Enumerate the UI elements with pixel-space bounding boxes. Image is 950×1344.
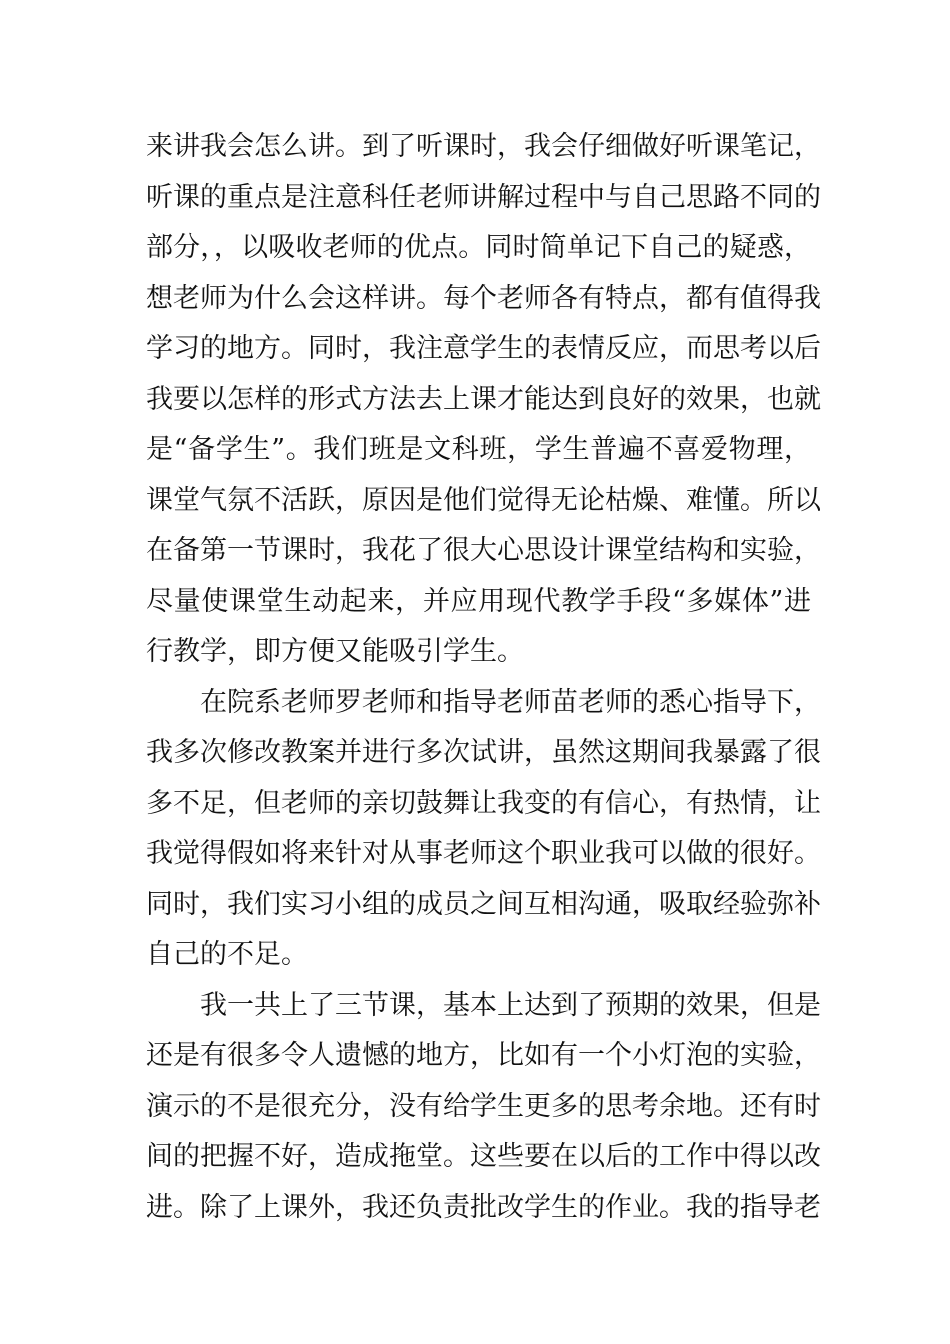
text-line: 课堂气氛不活跃，原因是他们觉得无论枯燥、难懂。所以	[146, 484, 821, 516]
text-line: 同时，我们实习小组的成员之间互相沟通，吸取经验弥补	[146, 888, 821, 920]
text-line: 来讲我会怎么讲。到了听课时，我会仔细做好听课笔记，	[146, 131, 821, 162]
text-line: 行教学，即方便又能吸引学生。	[146, 636, 524, 667]
text-line: 我多次修改教案并进行多次试讲，虽然这期间我暴露了很	[146, 737, 821, 768]
text-line: 想老师为什么会这样讲。每个老师各有特点，都有值得我	[146, 282, 821, 314]
text-line: 在备第一节课时，我花了很大心思设计课堂结构和实验，	[146, 535, 821, 566]
text-line: 我要以怎样的形式方法去上课才能达到良好的效果，也就	[146, 383, 821, 415]
text-line: 听课的重点是注意科任老师讲解过程中与自己思路不同的	[146, 181, 821, 213]
paragraph-first-line: 在院系老师罗老师和指导老师苗老师的悉心指导下，	[200, 686, 821, 718]
text-line: 是“备学生”。我们班是文科班，学生普遍不喜爱物理，	[146, 434, 811, 465]
text-line: 部分，，以吸收老师的优点。同时简单记下自己的疑惑，	[146, 232, 811, 263]
text-line: 学习的地方。同时，我注意学生的表情反应，而思考以后	[146, 333, 821, 364]
text-line: 尽量使课堂生动起来，并应用现代教学手段“多媒体”进	[146, 585, 811, 617]
text-line: 进。除了上课外，我还负责批改学生的作业。我的指导老	[146, 1191, 821, 1223]
text-line: 我觉得假如将来针对从事老师这个职业我可以做的很好。	[146, 838, 821, 869]
text-line: 多不足，但老师的亲切鼓舞让我变的有信心，有热情，让	[146, 787, 821, 819]
text-line: 还是有很多令人遗憾的地方，比如有一个小灯泡的实验，	[146, 1040, 821, 1071]
paragraph-first-line: 我一共上了三节课，基本上达到了预期的效果，但是	[200, 989, 821, 1021]
document-body	[146, 122, 821, 1233]
text-line: 间的把握不好，造成拖堂。这些要在以后的工作中得以改	[146, 1141, 821, 1172]
text-line: 演示的不是很充分，没有给学生更多的思考余地。还有时	[146, 1090, 821, 1122]
text-line: 自己的不足。	[146, 939, 308, 970]
